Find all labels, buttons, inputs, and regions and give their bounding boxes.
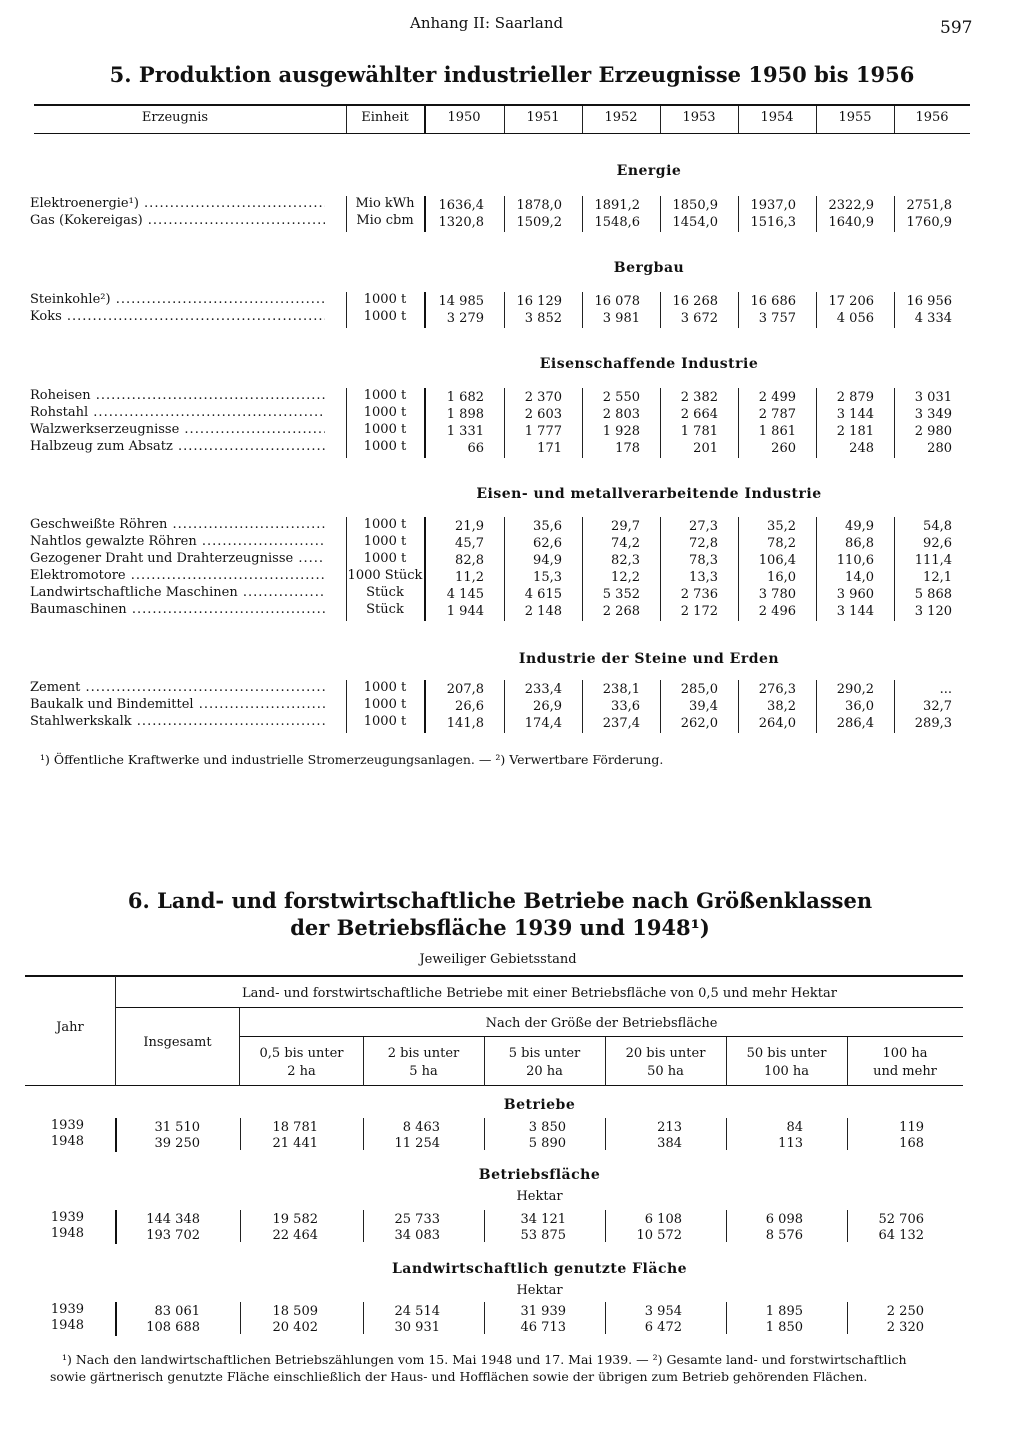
table5-header-divider [582, 106, 583, 133]
table5-header-divider [660, 106, 661, 133]
value-cell: 46 713 [520, 1320, 566, 1335]
value-cell: 1548,6 [594, 215, 640, 230]
value-cell: 1320,8 [438, 215, 484, 230]
value-cell: 2 499 [758, 390, 796, 405]
value-cell: 2 664 [680, 407, 718, 422]
value-cell: 4 334 [914, 311, 952, 326]
value-cell: 78,3 [689, 553, 718, 568]
value-cell: 5 868 [914, 587, 952, 602]
product-label: Nahtlos gewalzte Röhren ..... [30, 534, 325, 549]
value-cell: 3 279 [446, 311, 484, 326]
product-label: Walzwerkserzeugnisse ..... [30, 422, 325, 437]
value-cell: 1509,2 [516, 215, 562, 230]
value-cell: 290,2 [836, 682, 874, 697]
value-cell: 86,8 [845, 536, 874, 551]
column-header-size-span: Nach der Größe der Betriebsfläche [485, 1016, 718, 1031]
product-label: Baumaschinen ..... [30, 602, 325, 617]
size-class-header: 2 bis unter [387, 1046, 460, 1061]
product-label: Rohstahl ..... [30, 405, 325, 420]
value-cell: 1 777 [524, 424, 562, 439]
value-cell: 27,3 [689, 519, 718, 534]
table5-header-rule [34, 133, 970, 134]
year-cell: 1939 [50, 1118, 84, 1133]
column-header-span: Land- und forstwirtschaftliche Betriebe mit einer Betriebsfläche von 0,5 und mehr Hektar [242, 986, 837, 1001]
column-header-total: Insgesamt [143, 1035, 212, 1050]
value-cell: 2322,9 [828, 198, 874, 213]
table6-year-divider [115, 1210, 117, 1244]
product-label: Geschweißte Röhren ..... [30, 517, 325, 532]
value-cell: 64 132 [878, 1228, 924, 1243]
value-cell: 1 850 [765, 1320, 803, 1335]
unit-cell: 1000 t [363, 534, 407, 549]
value-cell: 2 879 [836, 390, 874, 405]
value-cell: 4 615 [524, 587, 562, 602]
value-cell: 193 702 [146, 1228, 200, 1243]
year-cell: 1939 [50, 1210, 84, 1225]
value-cell: 30 931 [394, 1320, 440, 1335]
value-cell: 83 061 [154, 1304, 200, 1319]
value-cell: 119 [899, 1120, 924, 1135]
table6-year-divider [115, 1302, 117, 1336]
value-cell: 45,7 [455, 536, 484, 551]
table6-span-rule [116, 1007, 963, 1008]
value-cell: 286,4 [836, 716, 874, 731]
size-class-header: 50 bis unter [746, 1046, 827, 1061]
value-cell: 66 [467, 441, 484, 456]
value-cell: 35,6 [533, 519, 562, 534]
column-header-year: 1950 [447, 110, 481, 125]
product-label: Koks ..... [30, 309, 325, 324]
value-cell: 207,8 [446, 682, 484, 697]
value-cell: 39 250 [154, 1136, 200, 1151]
product-label: Halbzeug zum Absatz ..... [30, 439, 325, 454]
value-cell: 384 [657, 1136, 682, 1151]
table6-section-title: Landwirtschaftlich genutzte Fläche [391, 1261, 688, 1277]
value-cell: 22 464 [272, 1228, 318, 1243]
size-class-header: 0,5 bis unter [259, 1046, 344, 1061]
value-cell: 36,0 [845, 699, 874, 714]
value-cell: 82,8 [455, 553, 484, 568]
value-cell: 8 576 [765, 1228, 803, 1243]
value-cell: 3 144 [836, 407, 874, 422]
size-class-header: 100 ha [882, 1046, 928, 1061]
value-cell: 201 [693, 441, 718, 456]
value-cell: 49,9 [845, 519, 874, 534]
table6-top-rule [25, 975, 963, 977]
value-cell: 262,0 [680, 716, 718, 731]
table5-section-title: Bergbau [613, 260, 685, 276]
value-cell: 174,4 [524, 716, 562, 731]
value-cell: 171 [537, 441, 562, 456]
value-cell: 20 402 [272, 1320, 318, 1335]
value-cell: 1891,2 [594, 198, 640, 213]
value-cell: 248 [849, 441, 874, 456]
value-cell: 14,0 [845, 570, 874, 585]
table6-column-divider [484, 1118, 485, 1150]
product-label: Baukalk und Bindemittel ..... [30, 697, 325, 712]
table5-header-divider [894, 106, 895, 133]
value-cell: 52 706 [878, 1212, 924, 1227]
column-header-year: 1951 [526, 110, 560, 125]
value-cell: 5 890 [528, 1136, 566, 1151]
table5-header-divider [504, 106, 505, 133]
size-class-header: 5 ha [409, 1064, 438, 1079]
table5-header-divider [738, 106, 739, 133]
value-cell: 12,1 [923, 570, 952, 585]
product-label: Stahlwerkskalk ..... [30, 714, 325, 729]
value-cell: 237,4 [602, 716, 640, 731]
column-header-year: 1955 [838, 110, 872, 125]
value-cell: ... [939, 682, 952, 697]
value-cell: 1 331 [446, 424, 484, 439]
value-cell: 3 780 [758, 587, 796, 602]
value-cell: 94,9 [533, 553, 562, 568]
value-cell: 3 852 [524, 311, 562, 326]
value-cell: 3 144 [836, 604, 874, 619]
value-cell: 72,8 [689, 536, 718, 551]
table5-section-title: Industrie der Steine und Erden [518, 651, 780, 667]
product-label: Gas (Kokereigas) ..... [30, 213, 325, 228]
table5-section-title: Eisenschaffende Industrie [539, 356, 759, 372]
value-cell: 238,1 [602, 682, 640, 697]
value-cell: 276,3 [758, 682, 796, 697]
value-cell: 3 850 [528, 1120, 566, 1135]
value-cell: 2 268 [602, 604, 640, 619]
value-cell: 111,4 [914, 553, 952, 568]
value-cell: 1937,0 [750, 198, 796, 213]
size-class-header: 5 bis unter [508, 1046, 581, 1061]
product-label: Steinkohle²) ..... [30, 292, 325, 307]
value-cell: 38,2 [767, 699, 796, 714]
value-cell: 1516,3 [750, 215, 796, 230]
column-header-year: 1952 [604, 110, 638, 125]
table6-footnote-line1: ¹) Nach den landwirtschaftlichen Betriebszählungen vom 15. Mai 1948 und 17. Mai 1939. — ²) Gesamte land- und forstwirtschaftlich [62, 1352, 907, 1367]
value-cell: 3 981 [602, 311, 640, 326]
unit-cell: 1000 t [363, 697, 407, 712]
unit-cell: 1000 t [363, 422, 407, 437]
unit-cell: 1000 t [363, 714, 407, 729]
value-cell: 6 472 [644, 1320, 682, 1335]
value-cell: 1760,9 [906, 215, 952, 230]
value-cell: 3 954 [644, 1304, 682, 1319]
value-cell: 33,6 [611, 699, 640, 714]
value-cell: 8 463 [402, 1120, 440, 1135]
unit-cell: 1000 t [363, 388, 407, 403]
value-cell: 16 268 [672, 294, 718, 309]
value-cell: 106,4 [758, 553, 796, 568]
value-cell: 12,2 [611, 570, 640, 585]
value-cell: 2 181 [836, 424, 874, 439]
table6-column-divider [484, 1302, 485, 1334]
table6-section-title: Betriebe [503, 1097, 576, 1113]
value-cell: 62,6 [533, 536, 562, 551]
size-class-header: 100 ha [763, 1064, 810, 1079]
value-cell: 32,7 [923, 699, 952, 714]
value-cell: 1640,9 [828, 215, 874, 230]
table5-header-divider [346, 106, 347, 133]
table6-subtitle: Jeweiliger Gebietsstand [419, 952, 577, 967]
value-cell: 17 206 [828, 294, 874, 309]
value-cell: 31 939 [520, 1304, 566, 1319]
value-cell: 178 [615, 441, 640, 456]
running-title: Anhang II: Saarland [410, 14, 564, 32]
value-cell: 3 349 [914, 407, 952, 422]
value-cell: 16 956 [906, 294, 952, 309]
unit-cell: 1000 t [363, 309, 407, 324]
value-cell: 16 686 [750, 294, 796, 309]
value-cell: 4 056 [836, 311, 874, 326]
year-cell: 1948 [50, 1318, 84, 1333]
value-cell: 213 [657, 1120, 682, 1135]
value-cell: 74,2 [611, 536, 640, 551]
value-cell: 2 787 [758, 407, 796, 422]
value-cell: 280 [927, 441, 952, 456]
value-cell: 2 148 [524, 604, 562, 619]
size-class-header: 20 ha [526, 1064, 563, 1079]
value-cell: 16,0 [767, 570, 796, 585]
value-cell: 16 129 [516, 294, 562, 309]
year-cell: 1948 [50, 1226, 84, 1241]
product-label: Landwirtschaftliche Maschinen ..... [30, 585, 325, 600]
value-cell: 2 980 [914, 424, 952, 439]
value-cell: 10 572 [636, 1228, 682, 1243]
table6-section-title: Betriebsfläche [478, 1167, 601, 1183]
value-cell: 3 120 [914, 604, 952, 619]
table5-top-rule [34, 104, 970, 106]
value-cell: 18 509 [272, 1304, 318, 1319]
value-cell: 26,9 [533, 699, 562, 714]
unit-cell: Mio cbm [356, 213, 414, 228]
value-cell: 3 960 [836, 587, 874, 602]
size-class-header: 20 bis unter [625, 1046, 706, 1061]
table5-footnote: ¹) Öffentliche Kraftwerke und industrielle Stromerzeugungsanlagen. — ²) Verwertbare Förderung. [40, 752, 664, 767]
size-class-header: 50 ha [647, 1064, 684, 1079]
unit-cell: 1000 t [363, 680, 407, 695]
value-cell: 92,6 [923, 536, 952, 551]
value-cell: 78,2 [767, 536, 796, 551]
unit-cell: Stück [366, 585, 404, 600]
value-cell: 2 172 [680, 604, 718, 619]
value-cell: 3 757 [758, 311, 796, 326]
product-label: Gezogener Draht und Drahterzeugnisse ..... [30, 551, 325, 566]
value-cell: 144 348 [146, 1212, 200, 1227]
value-cell: 13,3 [689, 570, 718, 585]
value-cell: 2 550 [602, 390, 640, 405]
value-cell: 2 603 [524, 407, 562, 422]
value-cell: 2 382 [680, 390, 718, 405]
table6-title-line1: 6. Land- und forstwirtschaftliche Betriebe nach Größenklassen [127, 888, 873, 913]
unit-cell: 1000 t [363, 439, 407, 454]
value-cell: 2 320 [886, 1320, 924, 1335]
table5-header-divider [816, 106, 817, 133]
value-cell: 24 514 [394, 1304, 440, 1319]
value-cell: 5 352 [602, 587, 640, 602]
size-class-header: und mehr [873, 1064, 937, 1079]
value-cell: 25 733 [394, 1212, 440, 1227]
size-class-header: 2 ha [287, 1064, 316, 1079]
value-cell: 6 108 [644, 1212, 682, 1227]
product-label: Zement ..... [30, 680, 325, 695]
value-cell: 1 861 [758, 424, 796, 439]
unit-cell: 1000 Stück [347, 568, 423, 583]
value-cell: 141,8 [446, 716, 484, 731]
value-cell: 1 898 [446, 407, 484, 422]
value-cell: 3 031 [914, 390, 952, 405]
value-cell: 113 [778, 1136, 803, 1151]
value-cell: 2 250 [886, 1304, 924, 1319]
value-cell: 54,8 [923, 519, 952, 534]
value-cell: 11 254 [394, 1136, 440, 1151]
value-cell: 260 [771, 441, 796, 456]
value-cell: 19 582 [272, 1212, 318, 1227]
value-cell: 31 510 [154, 1120, 200, 1135]
value-cell: 1850,9 [672, 198, 718, 213]
year-cell: 1939 [50, 1302, 84, 1317]
value-cell: 108 688 [146, 1320, 200, 1335]
table6-header-rule [25, 1085, 963, 1086]
unit-cell: 1000 t [363, 551, 407, 566]
value-cell: 21 441 [272, 1136, 318, 1151]
value-cell: 6 098 [765, 1212, 803, 1227]
value-cell: 285,0 [680, 682, 718, 697]
value-cell: 110,6 [836, 553, 874, 568]
table6-section-unit: Hektar [516, 1283, 563, 1298]
value-cell: 2 370 [524, 390, 562, 405]
column-header-year: Jahr [56, 1020, 84, 1035]
table6-section-unit: Hektar [516, 1189, 563, 1204]
value-cell: 2 496 [758, 604, 796, 619]
table6-footnote-line2: sowie gärtnerisch genutzte Fläche einschließlich der Haus- und Hofflächen sowie der übrigen zum Betrieb gehörenden Flächen. [50, 1369, 868, 1384]
value-cell: 2751,8 [906, 198, 952, 213]
unit-cell: 1000 t [363, 405, 407, 420]
value-cell: 39,4 [689, 699, 718, 714]
value-cell: 1878,0 [516, 198, 562, 213]
value-cell: 264,0 [758, 716, 796, 731]
value-cell: 35,2 [767, 519, 796, 534]
value-cell: 82,3 [611, 553, 640, 568]
value-cell: 233,4 [524, 682, 562, 697]
column-header-unit: Einheit [361, 110, 409, 125]
value-cell: 168 [899, 1136, 924, 1151]
value-cell: 1454,0 [672, 215, 718, 230]
value-cell: 15,3 [533, 570, 562, 585]
value-cell: 2 736 [680, 587, 718, 602]
value-cell: 3 672 [680, 311, 718, 326]
column-header-year: 1954 [760, 110, 794, 125]
value-cell: 18 781 [272, 1120, 318, 1135]
table6-year-divider [115, 1118, 117, 1152]
value-cell: 11,2 [455, 570, 484, 585]
value-cell: 1636,4 [438, 198, 484, 213]
product-label: Roheisen ..... [30, 388, 325, 403]
table5-title: 5. Produktion ausgewählter industrieller Erzeugnisse 1950 bis 1956 [109, 62, 915, 87]
value-cell: 1 781 [680, 424, 718, 439]
value-cell: 26,6 [455, 699, 484, 714]
value-cell: 16 078 [594, 294, 640, 309]
column-header-product: Erzeugnis [141, 110, 209, 125]
value-cell: 1 944 [446, 604, 484, 619]
column-header-year: 1956 [915, 110, 949, 125]
value-cell: 1 682 [446, 390, 484, 405]
product-label: Elektroenergie¹) ..... [30, 196, 325, 211]
page-number: 597 [940, 18, 973, 38]
product-label: Elektromotore ..... [30, 568, 325, 583]
value-cell: 2 803 [602, 407, 640, 422]
table6-title-line2: der Betriebsfläche 1939 und 1948¹) [290, 915, 710, 940]
table5-section-title: Energie [616, 163, 682, 179]
value-cell: 34 083 [394, 1228, 440, 1243]
value-cell: 14 985 [438, 294, 484, 309]
unit-cell: 1000 t [363, 292, 407, 307]
value-cell: 1 928 [602, 424, 640, 439]
unit-cell: Mio kWh [355, 196, 415, 211]
value-cell: 4 145 [446, 587, 484, 602]
unit-cell: Stück [366, 602, 404, 617]
value-cell: 21,9 [455, 519, 484, 534]
column-header-year: 1953 [682, 110, 716, 125]
value-cell: 84 [786, 1120, 803, 1135]
value-cell: 34 121 [520, 1212, 566, 1227]
value-cell: 1 895 [765, 1304, 803, 1319]
value-cell: 289,3 [914, 716, 952, 731]
table6-column-divider [484, 1210, 485, 1242]
value-cell: 29,7 [611, 519, 640, 534]
year-cell: 1948 [50, 1134, 84, 1149]
unit-cell: 1000 t [363, 517, 407, 532]
table6-size-rule [240, 1036, 963, 1037]
value-cell: 53 875 [520, 1228, 566, 1243]
table5-section-title: Eisen- und metallverarbeitende Industrie [476, 486, 822, 502]
